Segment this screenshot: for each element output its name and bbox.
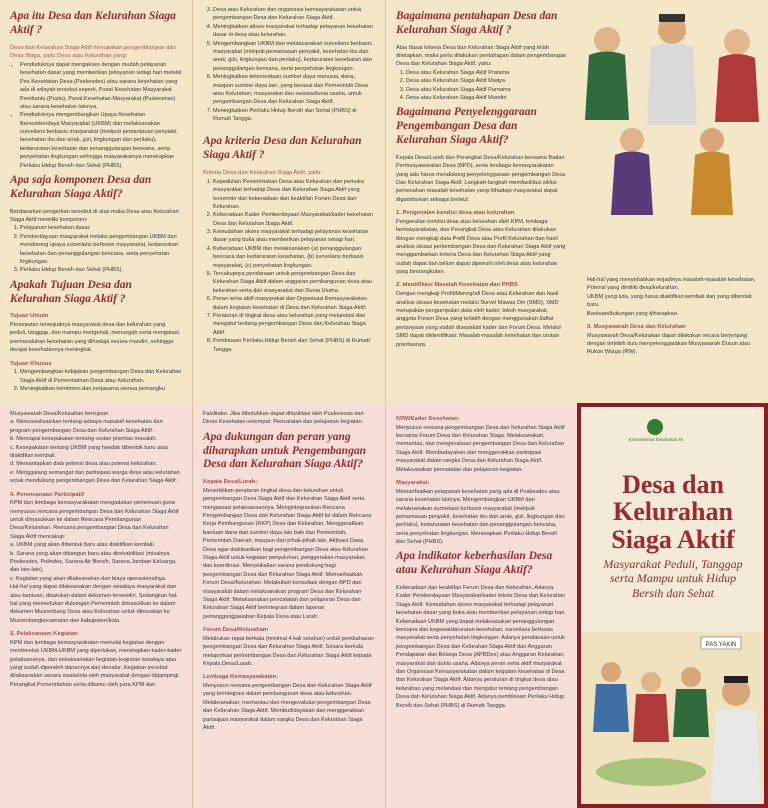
heading-components: Apa saja komponen Desa dan Kelurahan Siaga Aktif? (10, 174, 152, 200)
heading-goals: Apakah Tujuan Desa dan Kelurahan Siaga Aktif ? (10, 278, 132, 305)
list-item: 2. Pemberdayaan masyarakat melalui pengembangan UKBM dan mendorong upaya surveilans berbasis masyarakat, kedaruratan kesehatan dan penanggulangan bencana, serta penyehatan lingkungan. (20, 233, 182, 267)
subheading-general-goal: Tujuan Umum (10, 313, 49, 320)
text-deliberation: Musyawarah Desa/Kelurahan dapat dilakukan secara berjenjang dengan terlebih dulu menyelenggarakan Musyawarah Dusun atau Rukun Warga (RW). (587, 332, 751, 356)
panel-criteria (193, 0, 385, 403)
text-line: Hal-hal yang menyebabkan terjadinya masalah-masalah kesehatan. (587, 277, 756, 283)
text-indicators: Keberadaan dan keaktifan Forum Desa dan Kelurahan. Adanya Kader Pemberdayaan Masyarakat/kader teknis Desa dan Kelurahan Siaga Aktif. Kemudahan akses masyarakat terhadap pelayanan kesehatan dasar yang buka atau memberikan pelayanan setiap hari. Keberadaan UKBM yang dapat melaksanakan penanggulangan bencana dan kegawatdaruratan kesehatan, surveilans berbasis masyarakat serta penyehatan lingkungan. Adanya pendanaan untuk pengembangan Desa dan Kelurahan Siaga Aktif dari Anggaran Pendapatan dan Belanja Desa (APBDes) atau Anggaran Kelurahan, masyarakat dan dunia usaha. Adanya peran serta aktif masyarakat dan Organisasi Kemasyarakatan dalam kegiatan kesehatan di Desa dan Kelurahan Siaga Aktif. Adanya peraturan di tingkat desa atau kelurahan yang melandasi dan mengatur tentang pengembangan Desa dan Kelurahan Siaga Aktif. Adanya pembinaan Perilaku Hidup Bersih dan Sehat (PHBS) di Rumah Tangga. (396, 585, 566, 709)
list-item: 8. Pembinaan Perilaku Hidup Bersih dan Sehat (PHBS) di Rumah Tangga. (213, 337, 375, 354)
list-item: 2. Meningkatkan komitmen dan kerjasama semua pemangku (20, 385, 182, 393)
list-item: 3. Perilaku Hidup Bersih dan Sehat (PHBS). (20, 266, 182, 274)
intro-criteria: Kriteria Desa dan Kelurahan Siaga Aktif, yaitu: (203, 170, 322, 177)
subheading-kpm: KPM/Kader Kesehatan: (396, 416, 460, 422)
list-item: 7. Peraturan di tingkat desa atau kelurahan yang melandasi dan mengatur tentang pengembangan Desa dan Kelurahan Siaga Aktif. (213, 312, 375, 337)
text-condition: Pengenalan kondisi desa atau kelurahan oleh KPM, lembaga kemasyarakatan, dan Perangkat Desa atau Kelurahan dilakukan dengan mengkaji data Profil Desa atau Profil Kelurahan dan hasil analisis situasi perkembangan Desa dan Kelurahan Siaga Aktif yang menggambarkan kriteria Desa dan Kelurahan Siaga Aktif yang sudah dapat dan belum dapat dipenuhi oleh desa atau kelurahan yang bersangkutan. (396, 218, 566, 276)
list-item: 6. Meningkatkan ketersediaan sumber daya manusia, dana, maupun sumber daya lain, yang berasal dari Pemerintah Desa atau Kelurahan, masyarakat dan swasta/dunia usaha, untuk pengembangan Desa dan Kelurahan Siaga Aktif. (213, 73, 375, 107)
list-item: • Penduduknya dapat mengakses dengan mudah pelayanan kesehatan dasar yang memberikan pelayanan setiap hari melalui Pos Kesehatan Desa (Poskesdes) atau sarana kesehatan yang ada di wilayah tersebut seperti, Pusat Kesehatan Masyarakat Pembantu (Pustu), Pusat Kesehatan Masyarakat (Puskesmas) atau sarana kesehatan lainnya. (20, 61, 182, 111)
text-identify: Dengan mengkaji Profil/Monografi Desa atau Kelurahan dan hasil analisis situasi kesehatan melalui Survei Mawas Diri (SMD), SMD merupakan pengumpulan data oleh kader, tokoh masyarakat, anggota Forum Desa yang terlatih dengan menggunakan daftar pertanyaan yang sudah disepakati kader dan Forum Desa. Melalui SMD dapat diidentifikasi: Masalah-masalah kesehatan dan urutan prioritasnya. (396, 291, 561, 348)
list-item: 4. Meningkatkan akses masyarakat terhadap pelayanan kesehatan dasar di desa atau kelurahan. (213, 23, 375, 40)
heading-stages: Bagaimana pentahapan Desa dan Kelurahan Siaga Aktif ? (396, 10, 558, 36)
text-planning-notes: Hal-hal yang dapat dilaksanakan dengan swadaya masyarakat dan atau bantuan, disatukan dalam dokumen tersendiri. Sedangkan hal-hal yang memerlukan dukungan Pemerintah dimasukkan ke dalam dokumen Musrenbang Desa atau Kelurahan untuk diteruskan ke Musrenbangkecamatan dan kabupaten/kota. (10, 584, 178, 624)
text-village-head: Menerbitkan peraturan tingkat desa dan kelurahan untuk pengembangan Desa Siaga Aktif dan Kelurahan Siaga Aktif serta mengawasi pelaksanaannya. Mengintegrasikan Rencana Pengembangan Desa dan Kelurahan Siaga Aktif ke dalam Rencana Kerja Pembangunan (RKP) Desa dan Kelurahan. Menggerakkan bantuan dana dari sumber daya lain baik dari Pemerintah, Pemerintah Daerah, maupun dari pihak-pihak lain. Aktivasi Dana Desa agar dialokasikan bagi pengembangan Desa atau Kelurahan Siaga Aktif untuk kegiatan penyuluhan, penggerakan masyarakat, dan koordinasi. Menyediakan sarana pendukung bagi pengembangan Desa dan Kelurahan Siaga Aktif. Memanfaatkan Forum Desa/Kelurahan. Melakukan konsultasi dengan BPD dan masyarakat dalam melaksanakan program Desa dan Kelurahan Siaga Aktif. Melaksanakan pencatatan dan pelaporan Desa dan Kelurahan Siaga Aktif berintegrasi dalam laporan pertanggungjawaban Kepala Desa atau Lurah. (203, 487, 372, 620)
panel-support (193, 404, 385, 808)
list-item: 4. Keberadaan UKBM dan melaksanakan (a) penanggulangan bencana dan kedaruratan kesehatan, (b) surveilans berbasis masyarakat, (c) penyehatan lingkungan. (213, 245, 375, 270)
list-item: 7. Meningkatkan Perilaku Hidup Bersih dan Sehat (PHBS) di Rumah Tangga. (213, 107, 375, 124)
heading-criteria: Apa kriteria Desa dan Kelurahan Siaga Aktif ? (203, 135, 362, 162)
text-line: Potensi yang dimiliki desa/kelurahan. (587, 285, 680, 292)
text-components: Berdasarkan pengertian tersebut di atas maka Desa atau Kelurahan Siaga Aktif memiliki komponen: (10, 208, 179, 224)
list-item: 2. Desa atau Kelurahan Siaga Aktif Madya (406, 77, 567, 85)
list-item: 5. Tercakupnya pendanaan untuk pengembangan Desa dan Kelurahan Siaga Aktif dalam anggaran pembangunan desa atau kelurahan serta dari masyarakat dan Dunia Usaha. (213, 270, 375, 295)
list-item: d. Memantapkan data potensi desa atau potensi kelurahan. (10, 461, 158, 468)
list-stages (406, 69, 567, 103)
text-implementation: Kepala Desa/Lurah dan Perangkat Desa/Kelurahan bersama Badan Permusyawaratan Desa (BPD), serta lembaga kemasyarakatan yang ada harus mendukung penyelenggaraan pengembangan Desa Dan Kelurahan Siaga Aktif. Langkah-langkah memfasilitasi siklus pemecahan masalah kesehatan yang dihadapi masyarakat dapat digambarkan sebagai berikut: (396, 154, 566, 203)
list-item: c. Kesepakatan tentang UKBM yang hendak dibentuk baru atau diaktifkan kembali. (10, 444, 168, 459)
subheading-community: Masyarakat: (396, 480, 430, 487)
sign-text: PAS YAKIN (705, 642, 737, 648)
panel-what-is (0, 0, 192, 403)
text-general-goal: Percepatan terwujudnya masyarakat desa dan kelurahan yang peduli, tanggap, dan mampu mengenali, mencegah serta mengatasi permasalahan kesehatan yang dihadapi secara mandiri, sehingga derajat kesehatannya meningkat. (10, 322, 179, 354)
list-item: 1. Kepedulian Pemerintahan Desa atau Kelurahan dan pemuka masyarakat terhadap Desa dan Kelurahan Siaga Aktif yang tercermin dari keberadaan dan keaktifan Forum Desa dan Kelurahan. (213, 178, 375, 212)
text-execution: KPM dan lembaga kemasyarakatan memulai kegiatan dengan membentuk UKBM-UKBM yang diperlukan, menetapkan kader-kader pelaksananya, dan melaksanakan kegiatan-kegiatan swadaya atau yang sudah diperoleh danannya dari donatur. Kegiatan tersebut dilaksanakan secara swakelola oleh masyarakat dengan didampingi Perangkat Pemerintahan serta dibantu oleh para KPM dan (10, 639, 182, 688)
subheading-institutions: Lembaga Kemasyarakatan: (203, 674, 279, 681)
list-item: 1. Mengembangkan kebijakan pengembangan Desa dan Kelurahan Siaga Aktif di Pemerintahan Desa atau Kelurahan. (20, 368, 182, 385)
cover-title: Desa dan Kelurahan Siaga Aktif (611, 470, 735, 554)
panel-deliberation-notes (577, 270, 768, 403)
list-item: 1. Pelayanan kesehatan dasar. (20, 224, 182, 232)
subheading-deliberation: 3. Musyawarah Desa dan Kelurahan (587, 323, 686, 330)
text-planning: KPM dan lembaga kemasyarakatan mengadakan pertemuan guna menyusun rencana pengembangan Desa dan Kelurahan Siaga Aktif untuk dimasukkan ke dalam Rencana Pembangunan Desa/Kelurahan. Rencana pengembangan Desa dan Kelurahan Siaga Aktif mencakup: (10, 500, 179, 540)
list-item: c. Kegiatan yang akan dilaksanakan dan biaya operasionalnya. (10, 575, 167, 582)
panel-deliberation-goals (0, 404, 192, 808)
list-item: 1. Desa atau Kelurahan Siaga Aktif Pratama (406, 69, 567, 77)
list-item: 3. Desa atau Kelurahan Siaga Aktif Purnama (406, 86, 567, 94)
text-stages: Atas dasar kriteria Desa dan Kelurahan Siaga Aktif yang telah ditetapkan, maka perlu dilakukan pentahapan dalam pengembangan Desa dan Kelurahan Siaga Aktif, yaitu: (396, 44, 567, 68)
heading-indicators: Apa indikator keberhasilan Desa atau Kelurahan Siaga Aktif? (396, 550, 553, 577)
subheading-identify: 2. Identifikasi Masalah Kesehatan dan PHBS (396, 282, 518, 289)
subheading-condition: 1. Pengenalan kondisi desa atau kelurahan (396, 210, 515, 217)
list-item: 6. Peran serta aktif masyarakat dan Organisasi Kemasyarakatan dalam kegiatan kesehatan di Desa dan Kelurahan Siaga Aktif. (213, 295, 375, 312)
list-item: 3. Kemudahan akses masyarakat terhadap pelayanan kesehatan dasar yang buka atau memberikan pelayanan setiap hari. (213, 228, 375, 245)
list-specific-goals (20, 368, 182, 393)
list-item: 3. Desa atau Kelurahan dan organisasi kemasyarakatan untuk pengembangan Desa dan Kelurahan Siaga Aktif. (213, 6, 375, 23)
panel-indicators (386, 404, 577, 808)
illustration-community (577, 0, 768, 290)
subheading-forum: Forum Desa/Kelurahan: (203, 627, 269, 634)
subheading-specific-goals: Tujuan Khusus (10, 360, 52, 367)
list-item: b. Sarana yang akan dibangun baru atau direhabilitasi (misalnya Poskesdes, Polindes, Sarana Air Bersih, Sarana Jamban Keluarga, dan lain-lain). (10, 550, 177, 574)
list-components (20, 224, 182, 274)
cover-inner (581, 407, 764, 804)
list-item: a. Mensosialisasikan tentang adanya masalah kesehatan dan program pengembangan Desa dan Kelurahan Siaga Aktif. (10, 419, 163, 434)
list-item: e. Menggalang semangat dan partisipasi warga desa atau kelurahan untuk mendukung pengembangan Desa dan Kelurahan Siaga Aktif. (10, 469, 180, 485)
text-deliberation-intro: Musyawarah Desa/Kelurahan bertujuan (10, 411, 109, 417)
cover-illustration (581, 632, 764, 804)
heading-support: Apa dukungan dan peran yang diharapkan untuk Pengembangan Desa dan Kelurahan Siaga Aktif? (203, 430, 366, 471)
list-item: • Penduduknya mengembangkan Upaya Kesehatan Bersumberdaya Masyarakat (UKBM) dan melaksanakan surveilans berbasis masyarakat (meliputi pemantauan penyakit, kesehatan ibu dan anak, gizi, lingkungan dan perilaku), kedaruratan kesehatan dan penanggulangan bencana, serta penyehatan lingkungan sehingga masyarakatnya menerapkan Perilaku Hidup Bersih dan Sehat (PHBS). (20, 111, 182, 170)
subheading-planning: 4. Perencanaan Partisipatif (10, 491, 85, 498)
text-kpm: Menyusun rencana pengembangan Desa dan Kelurahan Siaga Aktif bersama Forum Desa dan Kelurahan Siaga. Melaksanakan, memantau, dan mengevaluasi pengembangan Desa dan Kelurahan Siaga Aktif. Membudayakan dan menggerakkan partisipasi masyarakat dalam rangka Desa dan Kelurahan Siaga Aktif. Melaksanakan pencatatan dan pelaporan kegiatan. (396, 424, 565, 473)
subheading-execution: 5. Pelaksanaan Kegiatan (10, 631, 78, 638)
ministry-name: Kementerian Kesehatan RI (628, 437, 684, 442)
list-item: 2. Keberadaan Kader Pemberdayaan Masyarakat/kader kesehatan Desa dan Kelurahan Siaga Aktif. (213, 211, 375, 228)
panel-stages (386, 0, 577, 403)
text-forum: Melakukan rapat berkala (minimal 4 kali setahun) untuk pembahasan pengembangan Desa dan Kelurahan Siaga Aktif. Secara berkala melaporkan perkembangan Desa dan Kelurahan Siaga Aktif kepada Kepala Desa/Lurah. (203, 635, 375, 667)
text-community: Memanfaatkan pelayanan kesehatan yang ada di Poskesdes atau sarana kesehatan lainnya. Mengembangkan UKBM dan melaksanakan surveilans berbasis masyarakat (meliputi pemantauan penyakit, kesehatan ibu dan anak, gizi, lingkungan dan perilaku), kedaruratan kesehatan dan penanggulangan bencana, serta penyehatan lingkungan. Menerapkan Perilaku Hidup Bersih dan Sehat (PHBS). (396, 488, 565, 546)
text-line: Bantuan/dukungan yang diharapkan. (587, 310, 679, 317)
list-what-is (20, 61, 182, 170)
cover-panel (577, 403, 768, 808)
subheading-village-head: Kepala Desa/Lurah: (203, 479, 258, 486)
intro-what-is: Desa dan Kelurahan Siaga Aktif merupakan pengembangan dari Desa Siaga, yaitu Desa atau Kelurahan yang: (10, 44, 176, 60)
list-item: 5. Mengembangkan UKBM dan melaksanakan surveilans berbasis masyarakat (meliputi pemantauan penyakit, kesehatan ibu dan anak, gizi, lingkungan dan perilaku), kedaruratan kesehatan dan penanggulangan bencana, serta penyehatan lingkungan. (213, 40, 375, 74)
list-item: a. UKBM yang akan dibentuk baru atau diaktifkan kembali. (10, 542, 156, 549)
list-criteria (213, 178, 375, 354)
text-line: UKBM yang ada, yang harus diaktifkan kembali dan yang dibentuk baru. (587, 293, 752, 309)
ministry-logo-icon (647, 419, 663, 435)
heading-what-is: Apa itu Desa dan Kelurahan Siaga Aktif ? (10, 10, 176, 36)
text-institutions: Menyusun rencana pengembangan Desa dan Kelurahan Siaga Aktif yang terintegrasi dalam pembangunan desa atau kelurahan. Melaksanakan, memantau dan mengevaluasi pengembangan Desa dan Kelurahan Siaga Aktif. Membudidayakan dan menggerakkan partisipasi masyarakat dalam rangka Desa dan Kelurahan Siaga Aktif. (203, 683, 372, 731)
list-item: b. Mencapai kesepakatan tentang urutan prioritas masalah. (10, 436, 158, 443)
list-item: 4. Desa atau Kelurahan Siaga Aktif Mandiri (406, 94, 567, 102)
heading-implementation: Bagaimana Penyelenggaraan Pengembangan Desa dan Kelurahan Siaga Aktif? (396, 106, 537, 146)
text-facilitator: Fasilitator. Jika dibutuhkan dapat difasilitasi oleh Puskesmas dan Dinas Kesehatan setempat. Pencatatan dan pelaporan kegiatan. (203, 411, 364, 426)
list-goals-continued (213, 6, 375, 123)
cover-tagline: Masyarakat Peduli, Tanggap serta Mampu untuk Hidup Bersih dan Sehat (603, 557, 743, 600)
